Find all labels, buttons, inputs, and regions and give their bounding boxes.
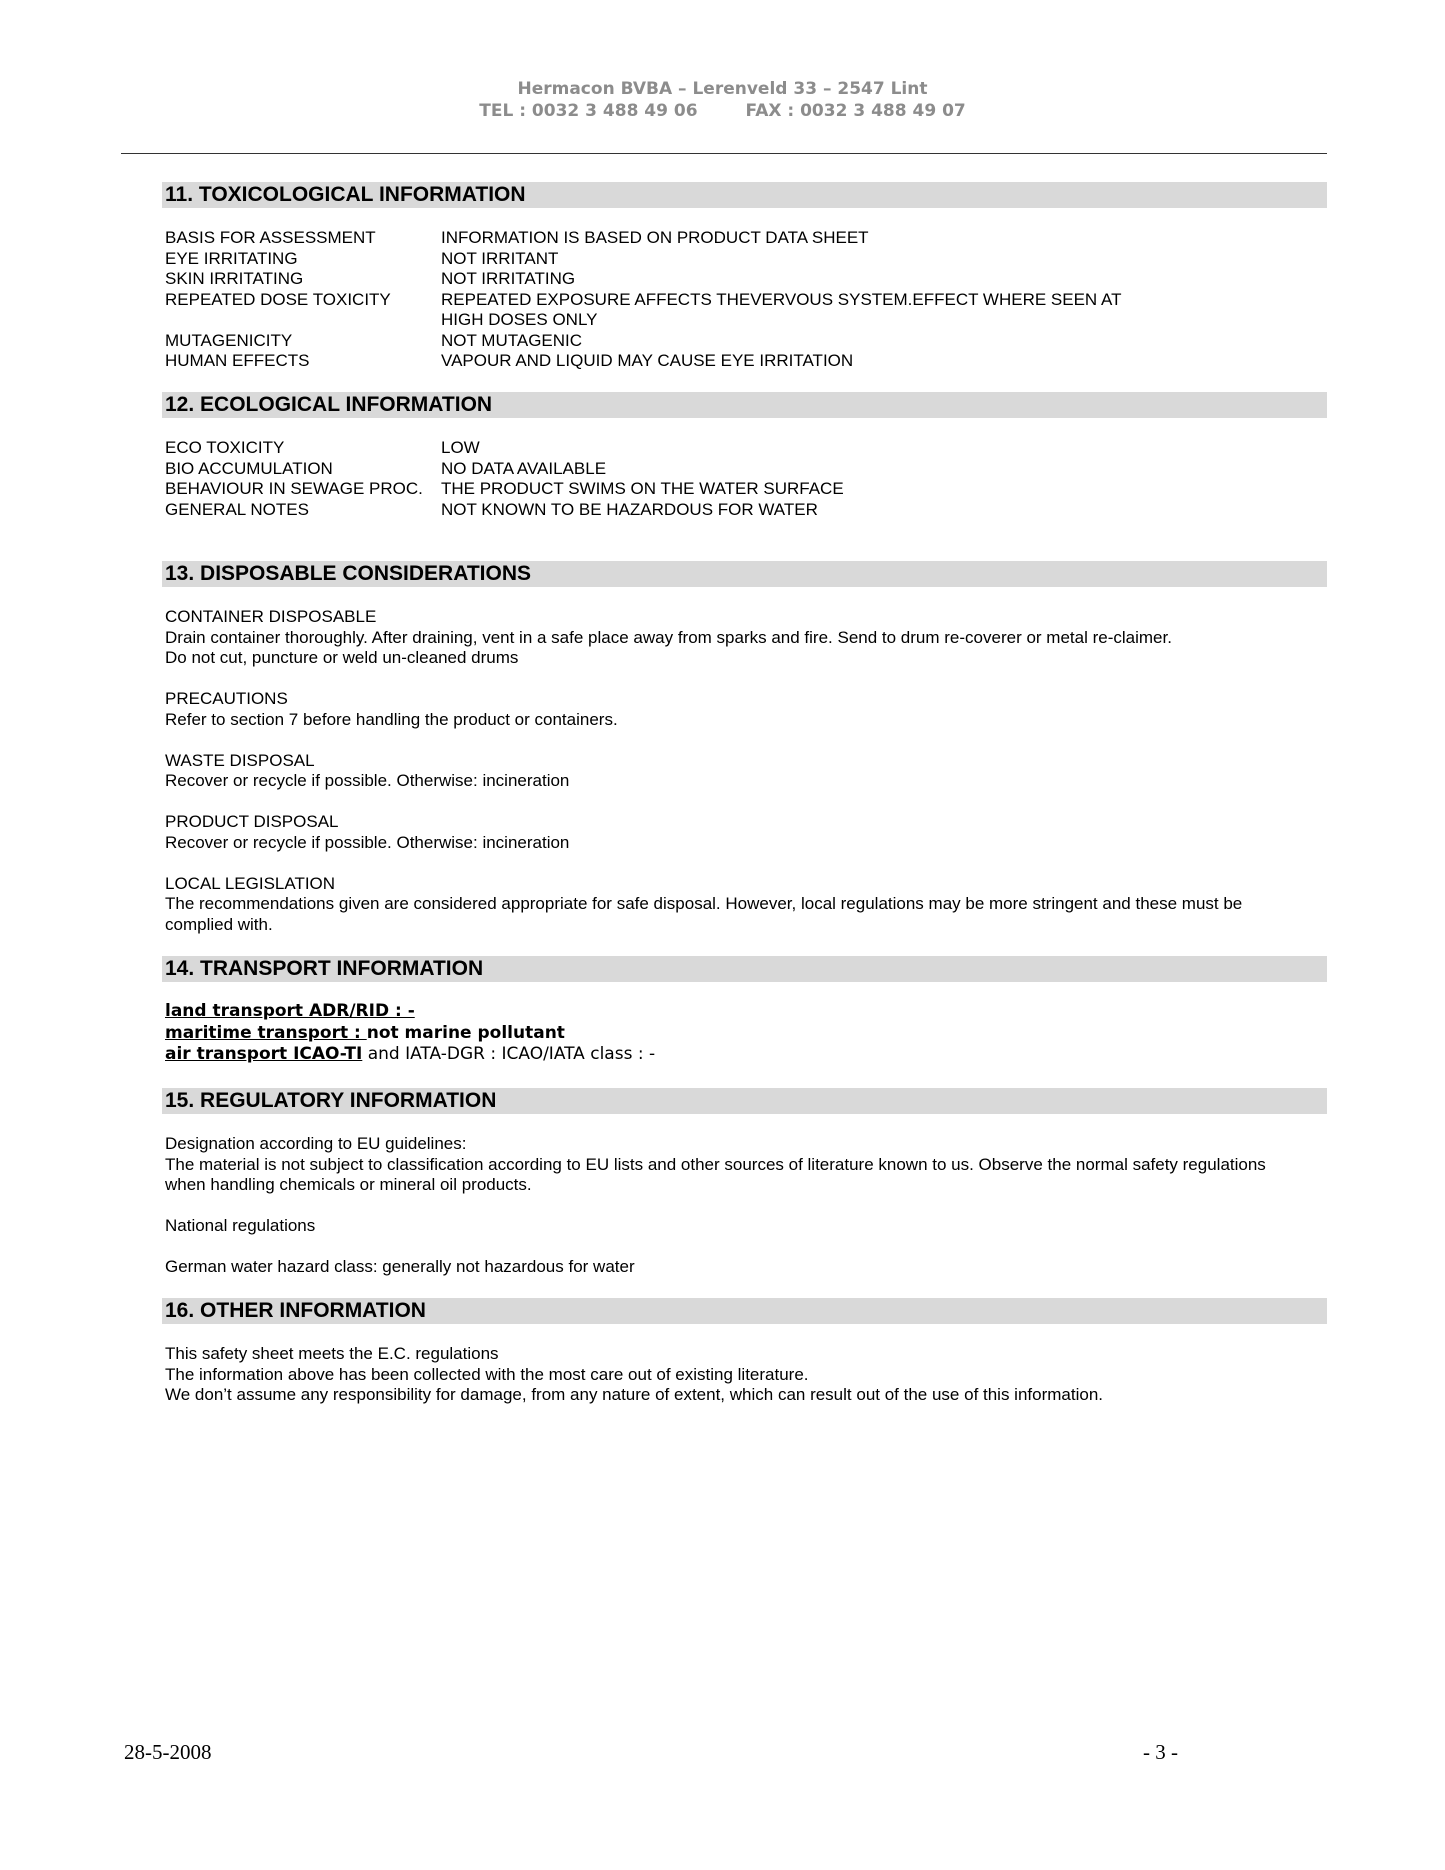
water-hazard-class: German water hazard class: generally not hazardous for water bbox=[165, 1257, 635, 1276]
eco-value: NO DATA AVAILABLE bbox=[441, 458, 607, 478]
air-transport-label: air transport ICAO-TI bbox=[165, 1044, 363, 1064]
company-contact bbox=[0, 100, 1445, 122]
national-regulations: National regulations bbox=[165, 1216, 316, 1235]
maritime-transport-value: not marine pollutant bbox=[366, 1022, 565, 1043]
tox-label: REPEATED DOSE TOXICITY bbox=[165, 289, 391, 309]
precautions-text: Refer to section 7 before handling the product or containers. bbox=[165, 709, 618, 729]
page-number: - 3 - bbox=[1143, 1740, 1178, 1764]
air-transport-value: and IATA-DGR : ICAO/IATA class : - bbox=[362, 1044, 656, 1064]
company-fax: FAX : 0032 3 488 49 07 bbox=[745, 101, 966, 121]
tox-value: REPEATED EXPOSURE AFFECTS THEVERVOUS SYSTEM.EFFECT WHERE SEEN AT bbox=[441, 289, 1122, 309]
tox-label: HUMAN EFFECTS bbox=[165, 351, 310, 370]
company-address: Hermacon BVBA – Lerenveld 33 – 2547 Lint bbox=[517, 79, 928, 99]
eco-label: GENERAL NOTES bbox=[165, 499, 309, 519]
tox-value: NOT MUTAGENIC bbox=[441, 330, 583, 350]
eco-label: BEHAVIOUR IN SEWAGE PROC. bbox=[165, 479, 423, 498]
company-tel: TEL : 0032 3 488 49 06 bbox=[479, 101, 698, 121]
regulatory-classification-cont: when handling chemicals or mineral oil products. bbox=[165, 1175, 532, 1194]
page-header bbox=[0, 78, 1445, 122]
maritime-transport-label: maritime transport : bbox=[165, 1022, 367, 1043]
tox-label: BASIS FOR ASSESSMENT bbox=[165, 228, 376, 247]
land-transport-label: land transport ADR/RID : - bbox=[165, 1001, 415, 1021]
tox-label: EYE IRRITATING bbox=[165, 248, 298, 268]
footer-date: 28-5-2008 bbox=[124, 1740, 212, 1764]
tox-value: NOT IRRITATING bbox=[441, 269, 576, 288]
product-disposal-heading: PRODUCT DISPOSAL bbox=[165, 812, 339, 831]
section-16-heading: 16. OTHER INFORMATION bbox=[162, 1298, 1327, 1324]
section-13-heading: 13. DISPOSABLE CONSIDERATIONS bbox=[162, 561, 1327, 587]
eco-value: LOW bbox=[441, 438, 480, 457]
precautions-heading: PRECAUTIONS bbox=[165, 689, 288, 708]
product-disposal-text: Recover or recycle if possible. Otherwise: incineration bbox=[165, 832, 570, 852]
section-14-heading: 14. TRANSPORT INFORMATION bbox=[162, 956, 1327, 982]
maritime-transport bbox=[165, 1023, 565, 1044]
air-transport bbox=[165, 1044, 655, 1065]
eco-value: NOT KNOWN TO BE HAZARDOUS FOR WATER bbox=[441, 499, 818, 519]
container-disposable-text: Do not cut, puncture or weld un-cleaned drums bbox=[165, 648, 519, 667]
other-info-line: This safety sheet meets the E.C. regulations bbox=[165, 1344, 499, 1363]
tox-value: NOT IRRITANT bbox=[441, 248, 559, 268]
container-disposable-text: Drain container thoroughly. After draining, vent in a safe place away from sparks and fire. Send to drum re-coverer or metal re-claimer. bbox=[165, 627, 1172, 647]
header-divider bbox=[121, 153, 1327, 154]
regulatory-classification: The material is not subject to classification according to EU lists and other sources of literature known to us. Observe the normal safety regulations bbox=[165, 1154, 1266, 1174]
container-disposable-heading: CONTAINER DISPOSABLE bbox=[165, 607, 377, 626]
local-legislation-text: complied with. bbox=[165, 914, 273, 934]
tox-value-cont: HIGH DOSES ONLY bbox=[441, 310, 598, 329]
eco-value: THE PRODUCT SWIMS ON THE WATER SURFACE bbox=[441, 479, 844, 498]
local-legislation-text: The recommendations given are considered appropriate for safe disposal. However, local regulations may be more stringent and these must be bbox=[165, 894, 1243, 913]
section-15-heading: 15. REGULATORY INFORMATION bbox=[162, 1088, 1327, 1114]
waste-disposal-heading: WASTE DISPOSAL bbox=[165, 750, 315, 770]
regulatory-designation: Designation according to EU guidelines: bbox=[165, 1134, 467, 1153]
other-info-line: The information above has been collected with the most care out of existing literature. bbox=[165, 1364, 809, 1384]
tox-label: MUTAGENICITY bbox=[165, 330, 293, 350]
local-legislation-heading: LOCAL LEGISLATION bbox=[165, 873, 336, 893]
land-transport bbox=[165, 1001, 415, 1022]
other-info-line: We don’t assume any responsibility for damage, from any nature of extent, which can result out of the use of this information. bbox=[165, 1385, 1104, 1404]
tox-label: SKIN IRRITATING bbox=[165, 269, 304, 288]
tox-value: INFORMATION IS BASED ON PRODUCT DATA SHEET bbox=[441, 228, 869, 247]
tox-value: VAPOUR AND LIQUID MAY CAUSE EYE IRRITATION bbox=[441, 351, 854, 370]
eco-label: BIO ACCUMULATION bbox=[165, 458, 333, 478]
section-12-heading: 12. ECOLOGICAL INFORMATION bbox=[162, 392, 1327, 418]
section-11-heading: 11. TOXICOLOGICAL INFORMATION bbox=[162, 182, 1327, 208]
waste-disposal-text: Recover or recycle if possible. Otherwise: incineration bbox=[165, 771, 570, 790]
eco-label: ECO TOXICITY bbox=[165, 438, 285, 457]
